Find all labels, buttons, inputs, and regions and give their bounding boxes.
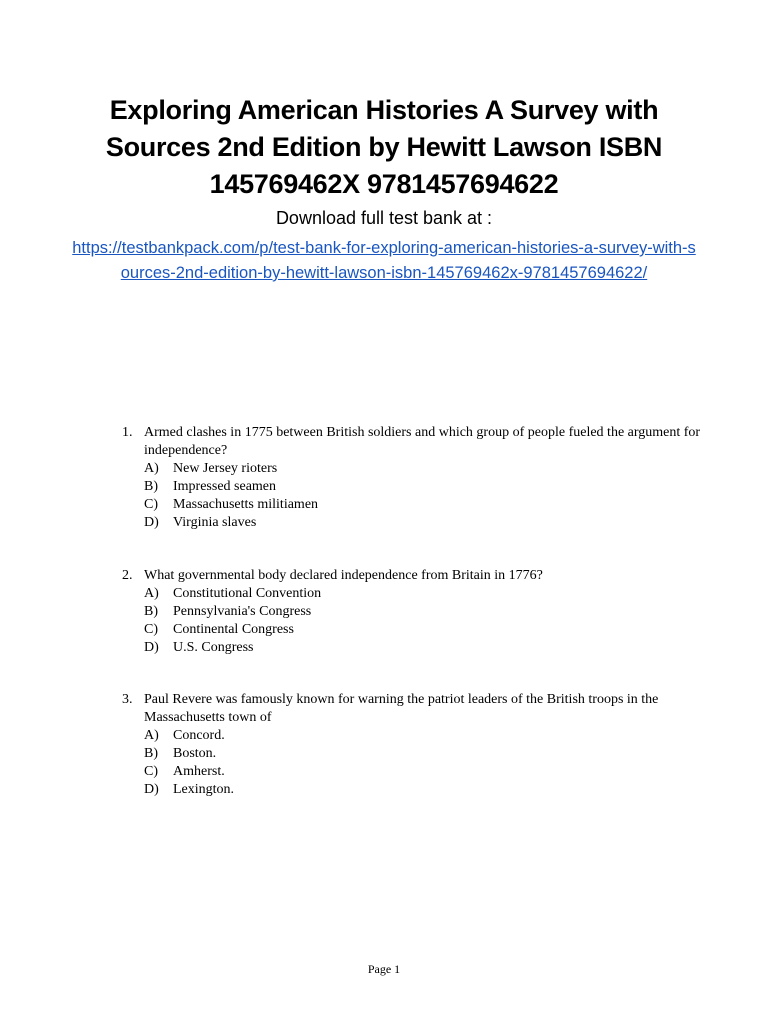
option-text: Concord. <box>173 728 225 743</box>
option-letter: B) <box>144 604 158 619</box>
option-letter: C) <box>144 622 158 637</box>
answer-option <box>144 727 704 745</box>
question-3 <box>122 691 704 799</box>
answer-option <box>144 585 704 603</box>
option-text: Impressed seamen <box>173 479 277 494</box>
answer-option <box>144 478 704 496</box>
option-letter: C) <box>144 497 158 512</box>
question-number: 3. <box>122 692 133 707</box>
option-letter: B) <box>144 746 158 761</box>
question-text: Paul Revere was famously known for warning the patriot leaders of the British troops in the Massachusetts town of <box>144 692 659 725</box>
answer-option <box>144 781 704 799</box>
answer-option <box>144 496 704 514</box>
question-text: Armed clashes in 1775 between British soldiers and which group of people fueled the argument for independence? <box>144 425 701 458</box>
page-number: Page 1 <box>367 962 401 976</box>
answer-option <box>144 639 704 657</box>
document-title: Exploring American Histories A Survey with Sources 2nd Edition by Hewitt Lawson ISBN 145769462X 9781457694622 <box>105 95 663 199</box>
answer-option <box>144 763 704 781</box>
option-text: New Jersey rioters <box>173 461 278 476</box>
option-letter: C) <box>144 764 158 779</box>
option-text: Pennsylvania's Congress <box>173 604 312 619</box>
option-text: Constitutional Convention <box>173 586 322 601</box>
question-number: 1. <box>122 425 133 440</box>
answer-options <box>144 460 704 532</box>
question-2 <box>122 567 704 657</box>
option-letter: D) <box>144 515 159 530</box>
option-letter: A) <box>144 728 159 743</box>
download-link[interactable]: https://testbankpack.com/p/test-bank-for-exploring-american-histories-a-survey-with-sources-2nd-edition-by-hewitt-lawson-isbn-145769462x-9781457694622/ <box>72 239 696 282</box>
answer-options <box>144 727 704 799</box>
answer-option <box>144 603 704 621</box>
question-1 <box>122 424 704 532</box>
answer-option <box>144 745 704 763</box>
question-text: What governmental body declared independence from Britain in 1776? <box>144 568 543 583</box>
option-letter: A) <box>144 586 159 601</box>
answer-option <box>144 460 704 478</box>
option-letter: D) <box>144 640 159 655</box>
option-text: Continental Congress <box>173 622 294 637</box>
option-letter: A) <box>144 461 159 476</box>
option-text: Massachusetts militiamen <box>173 497 319 512</box>
answer-options <box>144 585 704 657</box>
question-number: 2. <box>122 568 133 583</box>
option-letter: D) <box>144 782 159 797</box>
option-text: Lexington. <box>173 782 235 797</box>
option-letter: B) <box>144 479 158 494</box>
option-text: Virginia slaves <box>173 515 257 530</box>
answer-option <box>144 621 704 639</box>
option-text: Amherst. <box>173 764 225 779</box>
download-label: Download full test bank at : <box>275 208 493 228</box>
answer-option <box>144 514 704 532</box>
option-text: Boston. <box>173 746 217 761</box>
option-text: U.S. Congress <box>173 640 254 655</box>
